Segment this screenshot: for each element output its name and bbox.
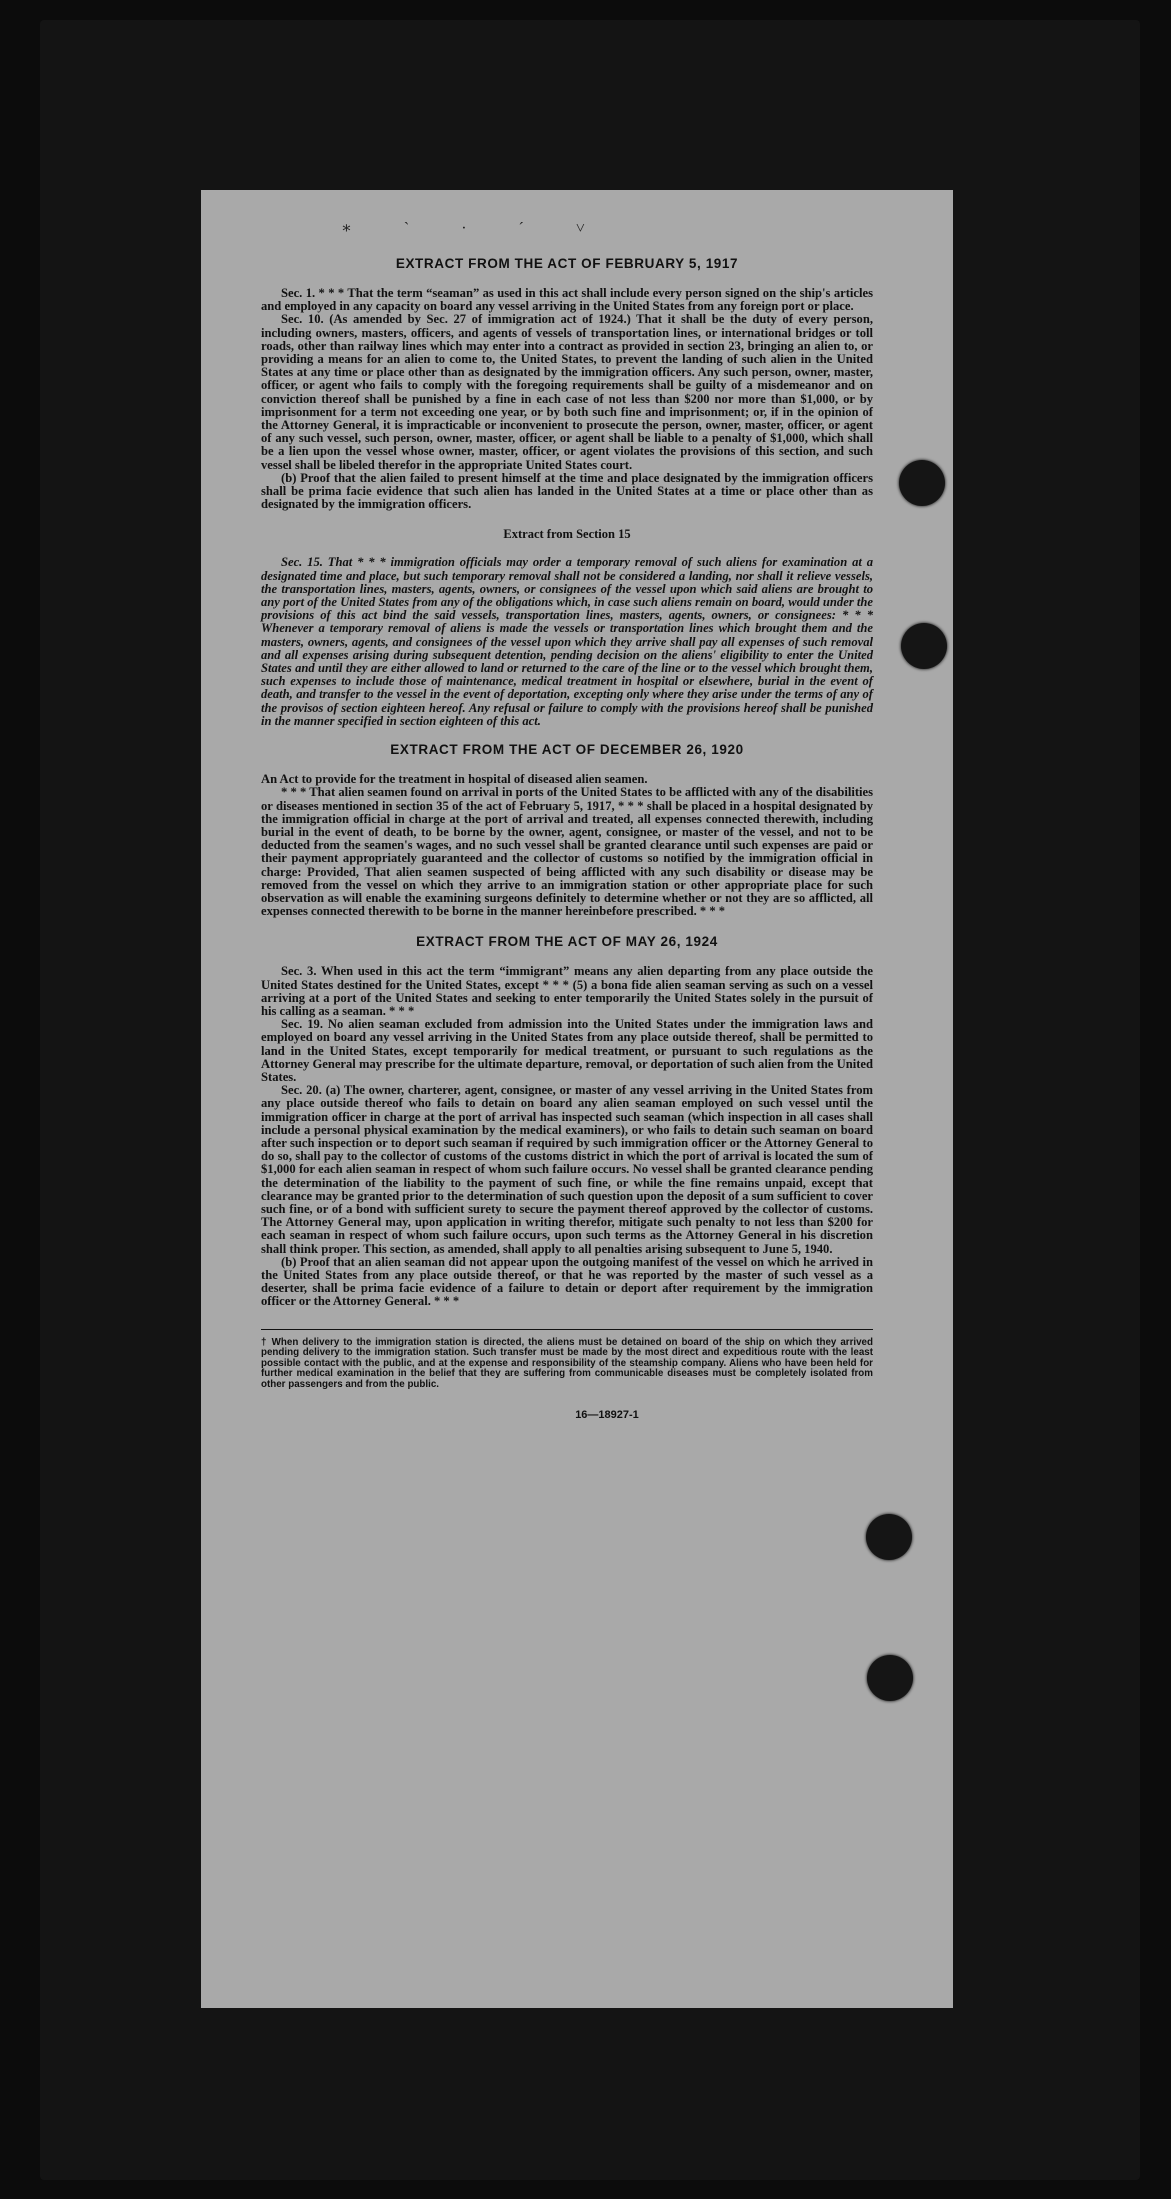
punch-hole-1 [899, 460, 945, 506]
paragraph-1917-section-1: Sec. 1. * * * That the term “seaman” as used in this act shall include every person signed on the ship's articles and employed in any capacity on board any vessel arriving in the United States from any foreign port or place. [261, 286, 873, 314]
heading-section-15: Extract from Section 15 [503, 527, 631, 542]
footnote: † When delivery to the immigration station is directed, the aliens must be detained on board of the ship on which they arrived pending delivery to the immigration station. Such transfer must be made by the most direct and expeditious route with the least possible contact with the public, and at the expense and responsibility of the steamship company. Aliens who have been held for further medical examination in the belief that they are suffering from communicable diseases must be completely isolated from other passengers and from the public. [261, 1336, 873, 1390]
paragraph-section-15: Sec. 15. That * * * immigration officials may order a temporary removal of such aliens for examination at a designated time and place, but such temporary removal shall not be considered a landing, nor shall it relieve vessels, the transportation lines, masters, agents, owners, or consignees of the vessel upon which said aliens are brought to any port of the United States from any of the obligations which, in case such aliens remain on board, would under the provisions of this act bind the said vessels, transportation lines, masters, agents, owners, or consignees: * * * Whenever a temporary removal of aliens is made the vessels or transportation lines which brought them and the masters, owners, agents, and consignees of the vessel upon which they arrive shall pay all expenses of such removal and all expenses arising during subsequent detention, pending decision on the aliens' eligibility to enter the United States and until they are either allowed to land or returned to the care of the line or to the vessel which brought them, such expenses to include those of maintenance, medical treatment in hospital or elsewhere, burial in the event of death, and transfer to the vessel in the event of deportation, excepting only where they arise under the terms of any of the provisos of section eighteen hereof. Any refusal or failure to comply with the provisions hereof shall be punished in the manner specified in section eighteen of this act. [261, 555, 873, 728]
paragraph-1924-section-20b: (b) Proof that an alien seaman did not appear upon the outgoing manifest of the vessel on which he arrived in the United States from any place outside thereof, or that he was reported by the master of such vessel as a deserter, shall be prima facie evidence of a failure to detain or deport after requirement by the immigration officer or the Attorney General. * * * [261, 1254, 873, 1309]
form-number: 16—18927-1 [575, 1408, 639, 1421]
document-page [201, 190, 953, 2008]
heading-act-1920: EXTRACT FROM THE ACT OF DECEMBER 26, 1920 [390, 742, 744, 758]
paragraph-1920-body: * * * That alien seamen found on arrival in ports of the United States to be afflicted with any of the disabilities or diseases mentioned in section 35 of the act of February 5, 1917, * * * shall be placed in a hospital designated by the immigration official in charge at the port of arrival and treated, all expenses connected therewith, including burial in the event of death, to be borne by the owner, agent, consignee, or master of the vessel, and not to be deducted from the seamen's wages, and no such vessel shall be granted clearance until such expenses are paid or their payment appropriately guaranteed and the collector of customs so notified by the immigration official in charge: Provided, That alien seamen suspected of being afflicted with any such disability or disease may be removed from the vessel on which they arrive to an immigration station or other appropriate place for such observation as will enable the examining surgeons definitely to determine whether or not they are so afflicted, all expenses connected therewith to be borne in the manner hereinbefore prescribed. * * * [261, 785, 873, 919]
paragraph-1920-intro: An Act to provide for the treatment in hospital of diseased alien seamen. [261, 772, 648, 787]
paragraph-1917-section-10: Sec. 10. (As amended by Sec. 27 of immigration act of 1924.) That it shall be the duty of every person, including owners, masters, officers, and agents of vessels of transportation lines, or international bridges or toll roads, other than railway lines which may enter into a contract as provided in section 23, bringing an alien to, or providing a means for an alien to come to, the United States, to prevent the landing of such alien in the United States at any time or place other than as designated by the immigration officers. Any such person, owner, master, officer, or agent who fails to comply with the foregoing requirements shall be guilty of a misdemeanor and on conviction thereof shall be punished by a fine in each case of not less than $200 nor more than $1,000, or by imprisonment for a term not exceeding one year, or by both such fine and imprisonment; or, if in the opinion of the Attorney General, it is impracticable or inconvenient to prosecute the person, owner, master, officer, or agent of any such vessel, such person, owner, master, officer, or agent shall be liable to a penalty of $1,000, which shall be a lien upon the vessel whose owner, master, officer, or agent violates the provisions of this section, and such vessel shall be libeled therefor in the appropriate United States court. [261, 312, 873, 472]
heading-act-1917: EXTRACT FROM THE ACT OF FEBRUARY 5, 1917 [395, 256, 739, 271]
footnote-divider [261, 1329, 873, 1330]
punch-hole-3 [866, 1514, 912, 1560]
page-edge-marks: ∗ ˋ · ˊ ˅ [341, 220, 609, 237]
paragraph-1917-section-10b: (b) Proof that the alien failed to present himself at the time and place designated by the immigration officers shall be prima facie evidence that such alien has landed in the United States at a time or place other than as designated by the immigration officers. [261, 470, 873, 512]
paragraph-1924-section-20: Sec. 20. (a) The owner, charterer, agent, consignee, or master of any vessel arriving in the United States from any place outside thereof who fails to detain on board any alien seaman employed on such vessel until the immigration officer in charge at the port of arrival has inspected such seaman (which inspection in all cases shall include a personal physical examination by the medical examiners), or who fails to detain such seaman on board after such inspection or to deport such seaman if required by such immigration officer or the Attorney General to do so, shall pay to the collector of customs of the customs district in which the port of arrival is located the sum of $1,000 for each alien seaman in respect of whom such failure occurs. No vessel shall be granted clearance pending the determination of the liability to the payment of such fine, or while the fine remains unpaid, except that clearance may be granted prior to the determination of such question upon the deposit of a sum sufficient to cover such fine, or of a bond with sufficient surety to secure the payment thereof approved by the collector of customs. The Attorney General may, upon application in writing therefor, mitigate such penalty to not less than $200 for each seaman in respect of whom such failure occurs, upon such terms as the Attorney General in his discretion shall think proper. This section, as amended, shall apply to all penalties arising subsequent to June 5, 1940. [261, 1083, 873, 1256]
paragraph-1924-section-19: Sec. 19. No alien seaman excluded from admission into the United States under the immigration laws and employed on board any vessel arriving in the United States from any place outside thereof, shall be permitted to land in the United States, except temporarily for medical treatment, or pursuant to such regulations as the Attorney General may prescribe for the ultimate departure, removal, or deportation of such alien from the United States. [261, 1017, 873, 1084]
punch-hole-4 [867, 1655, 913, 1701]
heading-act-1924: EXTRACT FROM THE ACT OF MAY 26, 1924 [416, 934, 718, 950]
paragraph-1924-section-3: Sec. 3. When used in this act the term “immigrant” means any alien departing from any place outside the United States destined for the United States, except * * * (5) a bona fide alien seaman serving as such on a vessel arriving at a port of the United States and seeking to enter temporarily the United States solely in the pursuit of his calling as a seaman. * * * [261, 964, 873, 1018]
punch-hole-2 [901, 623, 947, 669]
